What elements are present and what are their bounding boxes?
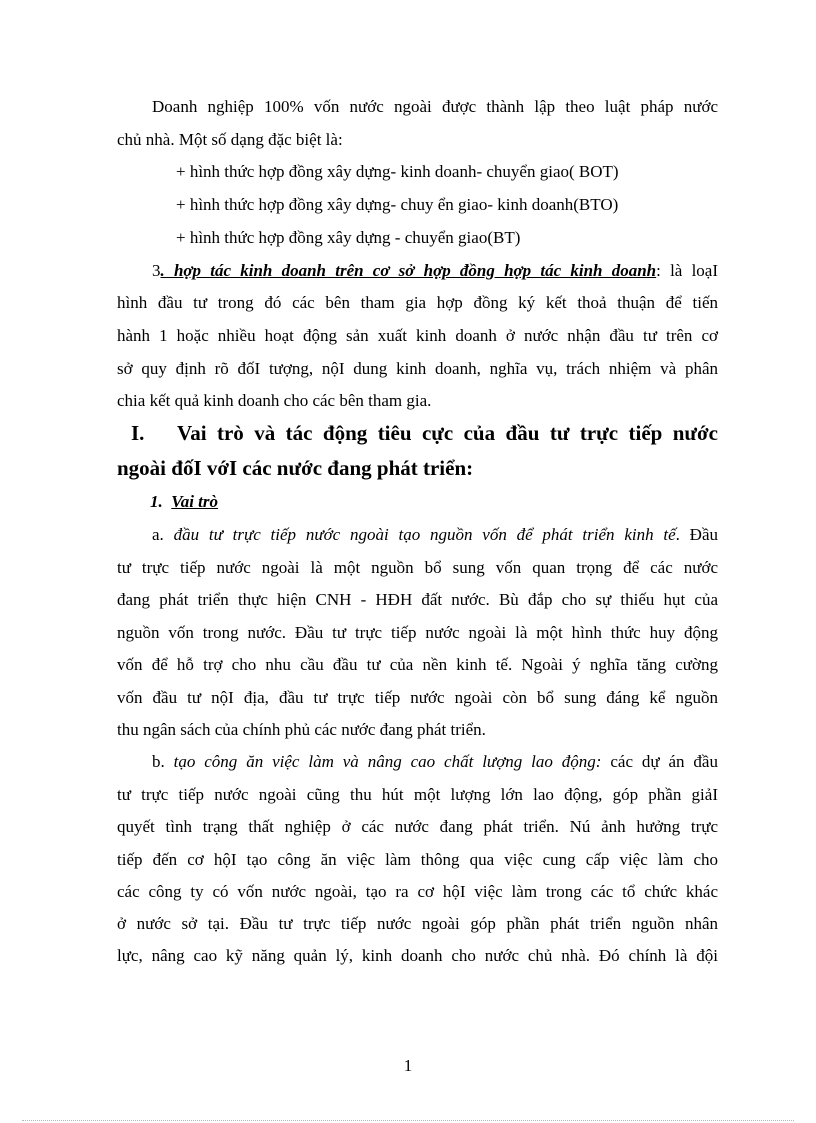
section-3-title: . hợp tác kinh doanh trên cơ sở hợp đồng hợp tác kinh doanh: [160, 261, 657, 280]
form-bt: + hình thức hợp đồng xây dựng - chuyển giao(BT): [176, 228, 521, 247]
heading-line-2: ngoài đốI vớI các nước đang phát triển:: [117, 456, 474, 480]
para-a-line-3: đang phát triển thực hiện CNH - HĐH đất nước. Bù đắp cho sự thiếu hụt của: [117, 590, 718, 609]
para-b-line-7: lực, nâng cao kỹ năng quản lý, kinh doanh cho nước chủ nhà. Đó chính là đội: [117, 946, 718, 965]
heading-number: I.: [131, 421, 145, 445]
para-b-title: tạo công ăn việc làm và nâng cao chất lượng lao động:: [164, 752, 602, 771]
section-3-rest: : là loạI: [656, 261, 718, 280]
form-bto: + hình thức hợp đồng xây dựng- chuy ển giao- kinh doanh(BTO): [176, 195, 619, 214]
section-3-number: 3: [152, 261, 161, 280]
subheading-vai-tro: [150, 492, 218, 512]
para-b-line-5: các công ty có vốn nước ngoài, tạo ra cơ hộI việc làm trong các tổ chức khác: [117, 882, 718, 901]
para-b-label: b.: [152, 752, 165, 771]
page-number: 1: [403, 1056, 413, 1075]
para-a-line-6: vốn đầu tư nộI địa, đầu tư trực tiếp nước ngoài còn bổ sung đáng kể nguồn: [117, 688, 718, 707]
subheading-label: Vai trò: [171, 492, 219, 511]
section-3-line-2: hình đầu tư trong đó các bên tham gia hợp đồng ký kết thoả thuận để tiến: [117, 293, 718, 312]
intro-line-1: Doanh nghiệp 100% vốn nước ngoài được thành lập theo luật pháp nước: [152, 97, 718, 116]
intro-line-2: chủ nhà. Một số dạng đặc biệt là:: [117, 130, 343, 149]
para-a-title: đầu tư trực tiếp nước ngoài tạo nguồn vốn để phát triển kinh tế: [163, 525, 676, 544]
para-a-line-5: vốn để hỗ trợ cho nhu cầu đầu tư của nền kinh tế. Ngoài ý nghĩa tăng cường: [117, 655, 718, 674]
para-a-rest: . Đầu: [675, 525, 718, 544]
section-3-line-3: hành 1 hoặc nhiều hoạt động sản xuất kinh doanh ở nước nhận đầu tư trên cơ: [117, 326, 718, 345]
para-b-line-4: tiếp đến cơ hộI tạo công ăn việc làm thông qua việc cung cấp việc làm cho: [117, 850, 718, 869]
para-b-rest: các dự án đầu: [601, 752, 718, 771]
section-3-line-4: sở quy định rõ đốI tượng, nộI dung kinh doanh, nghĩa vụ, trách nhiệm và phân: [117, 359, 718, 378]
form-bot: + hình thức hợp đồng xây dựng- kinh doanh- chuyển giao( BOT): [176, 162, 619, 181]
section-3-line-1: [152, 261, 718, 281]
para-b-line-2: tư trực tiếp nước ngoài cũng thu hút một lượng lớn lao động, góp phần giảI: [117, 785, 718, 804]
para-b-line-6: ở nước sở tại. Đầu tư trực tiếp nước ngoài góp phần phát triển nguồn nhân: [117, 914, 718, 933]
page-bottom-border: [22, 1120, 794, 1121]
section-3-line-5: chia kết quả kinh doanh cho các bên tham gia.: [117, 391, 432, 410]
para-a-line-4: nguồn vốn trong nước. Đầu tư trực tiếp nước ngoài là một hình thức huy động: [117, 623, 718, 642]
heading-line-1: Vai trò và tác động tiêu cực của đầu tư trực tiếp nước: [177, 421, 718, 445]
para-b-line-1: [152, 752, 718, 772]
para-b-line-3: quyết tình trạng thất nghiệp ở các nước đang phát triển. Nú ảnh hưởng trực: [117, 817, 718, 836]
para-a-line-2: tư trực tiếp nước ngoài là một nguồn bổ sung vốn quan trọng để các nước: [117, 558, 718, 577]
para-a-line-1: [152, 525, 718, 545]
subheading-number: 1.: [150, 492, 163, 511]
para-a-line-7: thu ngân sách của chính phủ các nước đang phát triển.: [117, 720, 486, 739]
para-a-label: a.: [152, 525, 164, 544]
